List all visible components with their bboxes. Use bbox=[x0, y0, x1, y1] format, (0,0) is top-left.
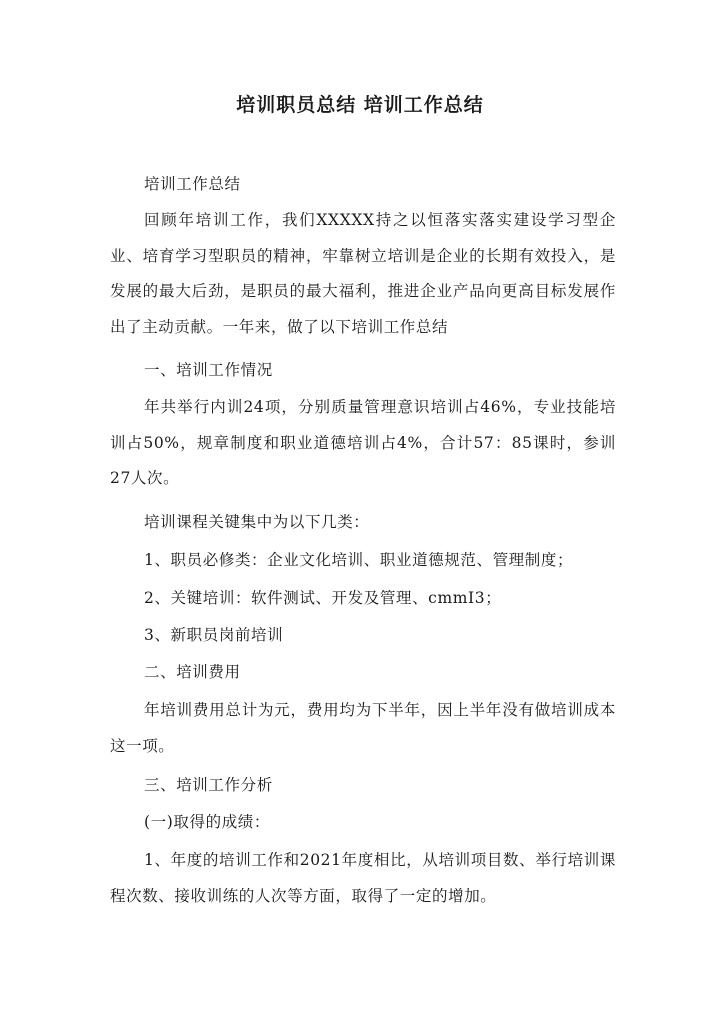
paragraph-course-categories: 培训课程关键集中为以下几类： bbox=[144, 513, 370, 531]
list-item-key-training: 2、关键培训：软件测试、开发及管理、cmmI3； bbox=[144, 589, 502, 607]
list-item-new-employee-training: 3、新职员岗前培训 bbox=[144, 626, 284, 644]
paragraph-training-stats: 年共举行内训24项，分别质量管理意识培训占46%，专业技能培训占50%，规章制度和职业道德培训占4%，合计57：85课时，参训27人次。 bbox=[110, 398, 616, 487]
paragraph-subtitle: 培训工作总结 bbox=[144, 175, 241, 193]
list-item-required-courses: 1、职员必修类：企业文化培训、职业道德规范、管理制度； bbox=[144, 551, 574, 569]
document-title: 培训职员总结 培训工作总结 bbox=[236, 94, 484, 116]
paragraph-cost-details: 年培训费用总计为元，费用均为下半年，因上半年没有做培训成本这一项。 bbox=[110, 701, 616, 755]
paragraph-year-comparison: 1、年度的培训工作和2021年度相比，从培训项目数、举行培训课程次数、接收训练的人次等方面，取得了一定的增加。 bbox=[110, 851, 616, 905]
heading-training-cost: 二、培训费用 bbox=[144, 663, 241, 681]
heading-training-status: 一、培训工作情况 bbox=[144, 361, 273, 379]
subheading-achievements: (一)取得的成绩： bbox=[144, 813, 270, 831]
paragraph-review: 回顾年培训工作，我们XXXXX持之以恒落实落实建设学习型企业、培育学习型职员的精神，牢靠树立培训是企业的长期有效投入，是发展的最大后劲，是职员的最大福利，推进企业产品向更高目标发展作出了主动贡献。一年来，做了以下培训工作总结 bbox=[110, 211, 616, 336]
heading-training-analysis: 三、培训工作分析 bbox=[144, 776, 273, 794]
